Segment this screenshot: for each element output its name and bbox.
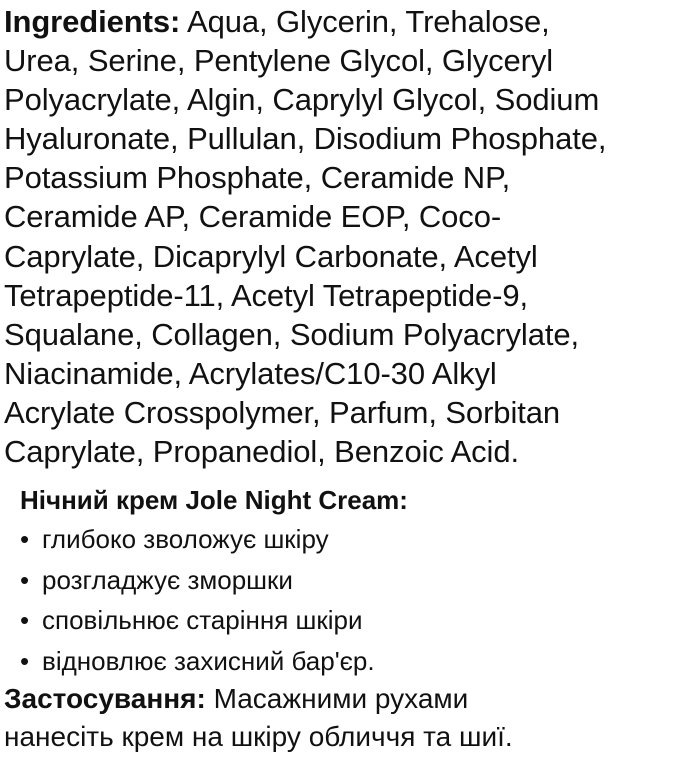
ingredients-line: Urea, Serine, Pentylene Glycol, Glyceryl bbox=[4, 43, 554, 79]
usage-text: Масажними рухами bbox=[205, 683, 469, 714]
ingredients-line: Potassium Phosphate, Ceramide NP, bbox=[4, 160, 511, 196]
usage-section bbox=[4, 680, 694, 756]
ingredients-line: Caprylate, Dicaprylyl Carbonate, Acetyl bbox=[4, 238, 538, 274]
ingredients-text: Aqua, Glycerin, Trehalose, bbox=[180, 4, 550, 39]
ingredients-line: Tetrapeptide-11, Acetyl Tetrapeptide-9, bbox=[4, 277, 529, 313]
usage-line: нанесіть крем на шкіру обличчя та шиї. bbox=[4, 721, 513, 752]
benefit-text: відновлює захисний бар'єр. bbox=[42, 645, 375, 676]
ingredients-line: Caprylate, Propanediol, Benzoic Acid. bbox=[4, 434, 519, 470]
benefit-item bbox=[20, 519, 690, 560]
ingredients-line bbox=[4, 2, 694, 41]
ingredients-section bbox=[4, 2, 694, 471]
product-section bbox=[20, 481, 690, 681]
benefit-text: глибоко зволожує шкіру bbox=[42, 524, 329, 554]
ingredients-line: Niacinamide, Acrylates/C10-30 Alkyl bbox=[4, 355, 497, 391]
benefit-item bbox=[20, 600, 690, 641]
ingredients-label: Ingredients: bbox=[4, 4, 181, 39]
usage-line bbox=[4, 680, 694, 718]
usage-label: Застосування: bbox=[4, 683, 206, 714]
ingredients-line: Polyacrylate, Algin, Caprylyl Glycol, Sodium bbox=[4, 82, 600, 118]
benefit-item bbox=[20, 560, 690, 601]
bullet-icon: • bbox=[20, 524, 30, 554]
bullet-icon: • bbox=[20, 605, 30, 635]
bullet-icon: • bbox=[20, 564, 30, 595]
ingredients-line: Acrylate Crosspolymer, Parfum, Sorbitan bbox=[4, 394, 561, 430]
benefit-text: сповільнює старіння шкіри bbox=[42, 605, 363, 635]
ingredients-line: Squalane, Collagen, Sodium Polyacrylate, bbox=[4, 316, 580, 352]
benefits-list bbox=[20, 519, 690, 681]
ingredients-line: Hyaluronate, Pullulan, Disodium Phosphate, bbox=[4, 121, 607, 157]
product-title: Нічний крем Jole Night Cream: bbox=[20, 485, 408, 515]
benefit-item bbox=[20, 641, 690, 682]
benefit-text: розгладжує зморшки bbox=[42, 564, 293, 595]
ingredients-line: Ceramide AP, Ceramide EOP, Coco- bbox=[4, 199, 502, 235]
bullet-icon: • bbox=[20, 645, 30, 676]
